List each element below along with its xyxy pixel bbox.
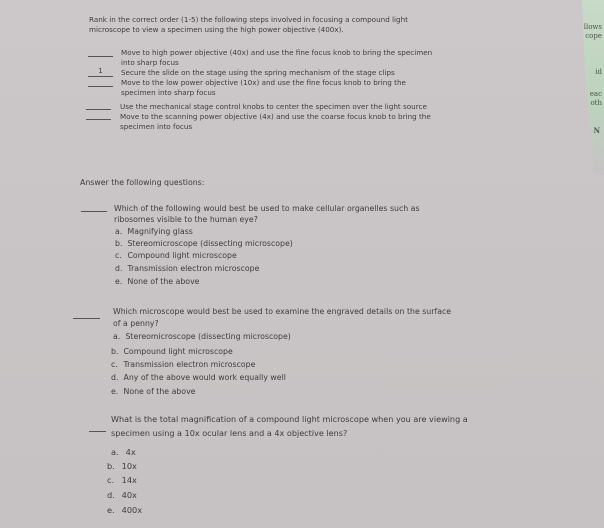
step-text: into sharp focus <box>121 58 179 67</box>
answer-option: c. Transmission electron microscope <box>111 360 256 369</box>
answer-option: d. Any of the above would work equally well <box>111 373 286 382</box>
ranking-instructions-line-1: Rank in the correct order (1-5) the following steps involved in focusing a compound light <box>89 15 408 24</box>
question-text: ribosomes visible to the human eye? <box>114 215 258 224</box>
answer-option: e. None of the above <box>111 387 196 396</box>
question-answer-blank[interactable] <box>89 422 106 432</box>
answer-option: a. 4x <box>111 447 136 457</box>
step-text: specimen into sharp focus <box>121 88 216 97</box>
rank-answer-blank[interactable] <box>88 47 113 57</box>
background-fragment: eac <box>589 90 602 98</box>
background-fragment: oth <box>590 99 602 107</box>
answer-option: d. Transmission electron microscope <box>115 264 260 273</box>
answer-option: a. Magnifying glass <box>115 227 193 236</box>
answer-option: c. 14x <box>107 475 137 485</box>
step-text: Move to the scanning power objective (4x) and use the coarse focus knob to bring the <box>120 112 431 121</box>
questions-heading: Answer the following questions: <box>80 178 205 187</box>
step-text: Move to the low power objective (10x) and use the fine focus knob to bring the <box>121 78 406 87</box>
question-answer-blank[interactable] <box>81 202 107 212</box>
question-text: What is the total magnification of a compound light microscope when you are viewing a <box>111 414 468 424</box>
answer-option: c. Compound light microscope <box>115 251 237 260</box>
question-answer-blank[interactable] <box>73 309 100 319</box>
answer-option: d. 40x <box>107 490 137 500</box>
answer-option: a. Stereomicroscope (dissecting microscope) <box>113 332 291 341</box>
question-text: of a penny? <box>113 319 159 328</box>
answer-option: b. Compound light microscope <box>111 347 233 356</box>
question-text: specimen using a 10x ocular lens and a 4x objective lens? <box>111 428 348 438</box>
step-text: specimen into focus <box>120 122 193 131</box>
question-text: Which microscope would best be used to examine the engraved details on the surface <box>113 307 452 316</box>
question-text: Which of the following would best be used to make cellular organelles such as <box>114 204 420 213</box>
background-fragment: N <box>593 126 600 135</box>
rank-answer-blank[interactable] <box>86 100 111 110</box>
rank-answer-blank[interactable]: 1 <box>88 67 113 77</box>
background-fragment: llows <box>583 23 602 31</box>
background-fragment: id <box>595 68 602 76</box>
answer-option: b. 10x <box>107 461 137 471</box>
ranking-instructions-line-2: microscope to view a specimen using the high power objective (400x). <box>89 25 344 34</box>
rank-answer-blank[interactable] <box>86 110 111 120</box>
step-text: Secure the slide on the stage using the spring mechanism of the stage clips <box>121 68 395 77</box>
background-fragment: cope <box>585 32 602 40</box>
answer-option: e. None of the above <box>115 277 200 286</box>
step-text: Move to high power objective (40x) and use the fine focus knob to bring the specimen <box>121 48 433 57</box>
answer-option: e. 400x <box>107 505 143 515</box>
answer-option: b. Stereomicroscope (dissecting microscope) <box>115 239 293 248</box>
rank-answer-blank[interactable] <box>88 77 113 87</box>
step-text: Use the mechanical stage control knobs to center the specimen over the light source <box>120 102 427 111</box>
